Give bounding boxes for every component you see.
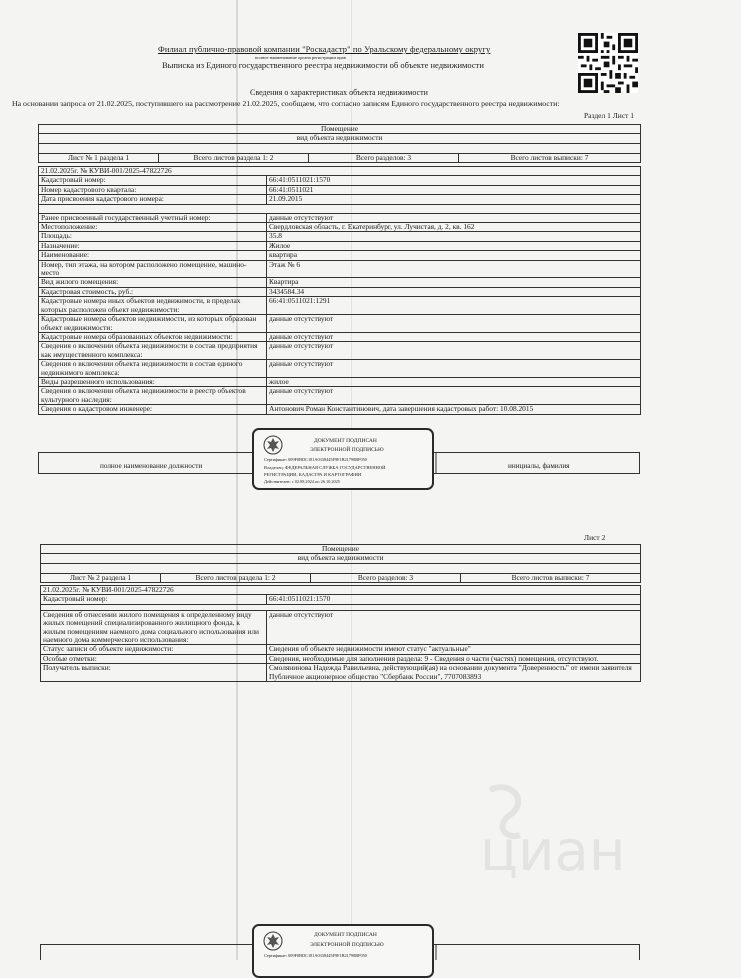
sheet2-list-info: Лист № 2 раздела 1 (41, 573, 161, 582)
row-value: данные отсутствуют (267, 315, 641, 333)
watermark-text: циан (480, 819, 626, 880)
row-label: Получатель выписки: (41, 664, 267, 682)
stamp2-cert: Сертификат: 009F0BDC181A0338445F9F1B21798BF050 (264, 953, 367, 958)
row-label: Сведения о включении объекта недвижимости в состав единого недвижимого комплекса: (39, 360, 267, 378)
qr-code-icon (578, 33, 638, 93)
table-row (39, 405, 641, 414)
stamp2-line-1: ДОКУМЕНТ ПОДПИСАН (314, 932, 377, 938)
row-label: Номер, тип этажа, на котором расположено помещение, машино-место (39, 260, 267, 278)
row-label: Сведения о включении объекта недвижимости в реестр объектов культурного наследия: (39, 387, 267, 405)
intro-text: На основании запроса от 21.02.2025, поступившего на рассмотрение 21.02.2025, сообщаем, что согласно записям Единого государственного реестра недвижимости: (12, 99, 560, 108)
table-row (39, 260, 641, 278)
position-label: полное наименование должности (100, 462, 203, 470)
row-label: Сведения о кадастровом инженере: (39, 405, 267, 414)
total-razdel: Всего листов раздела 1: 2 (159, 153, 309, 162)
org-name: Филиал публично-правовой компании "Роскадастр" по Уральскому федеральному округу (158, 44, 491, 54)
row-value: данные отсутствуют (267, 610, 641, 645)
row-label: Кадастровый номер: (39, 176, 267, 185)
list-info: Лист № 1 раздела 1 (39, 153, 159, 162)
stamp-valid: Действителен: с 02.08.2024 по 26.10.2025 (264, 479, 340, 484)
sheet2-cad-label: Кадастровый номер: (41, 595, 267, 604)
row-value: 21.09.2015 (267, 195, 641, 204)
row-label: Наименование: (39, 251, 267, 260)
row-value: данные отсутствуют (267, 213, 641, 222)
row-label: Ранее присвоенный государственный учетный номер: (39, 213, 267, 222)
initials-label: инициалы, фамилия (508, 462, 570, 470)
stamp-line-1: ДОКУМЕНТ ПОДПИСАН (314, 438, 377, 444)
row-label: Сведения о включении объекта недвижимости в состав предприятия как имущественного комплекса: (39, 342, 267, 360)
sheet2-cad-value: 66:41:0511021:1570 (267, 595, 641, 604)
row-value: Антонович Роман Константинович, дата завершения кадастровых работ: 10.08.2015 (267, 405, 641, 414)
row-label: Назначение: (39, 241, 267, 250)
table-row (41, 654, 641, 663)
stamp-issued-2: РЕГИСТРАЦИИ, КАДАСТРА И КАРТОГРАФИИ (264, 472, 362, 477)
row-value: данные отсутствуют (267, 360, 641, 378)
object-type: Помещение (39, 125, 641, 134)
document-title: Выписка из Единого государственного реестра недвижимости об объекте недвижимости (162, 60, 484, 70)
row-value: 35.8 (267, 232, 641, 241)
table-row (39, 251, 641, 260)
sheet2-data-table (40, 585, 641, 682)
sheet2-total-razdel: Всего листов раздела 1: 2 (161, 573, 311, 582)
table-row (39, 377, 641, 386)
row-value: жилое (267, 377, 641, 386)
row-value: Смолянинова Надежда Равильевна, действующий(ая) на основании документа "Доверенность" от имени заявителя Публичное акционерное общество "Сбербанк России", 7707083893 (267, 664, 641, 682)
total-sheets: Всего листов выписки: 7 (459, 153, 641, 162)
row-label: Кадастровые номера объектов недвижимости, из которых образован объект недвижимости: (39, 315, 267, 333)
table-row (39, 360, 641, 378)
table-row (39, 297, 641, 315)
stamp2-line-2: ЭЛЕКТРОННОЙ ПОДПИСЬЮ (310, 942, 384, 948)
row-label: Особые отметки: (41, 654, 267, 663)
row-value: Жилое (267, 241, 641, 250)
table-row (39, 332, 641, 341)
row-value: данные отсутствуют (267, 387, 641, 405)
stamp-issued-1: Владелец: ФЕДЕРАЛЬНАЯ СЛУЖБА ГОСУДАРСТВЕННОЙ (264, 465, 386, 470)
table-row (39, 232, 641, 241)
row-label: Местоположение: (39, 223, 267, 232)
table-row (39, 176, 641, 185)
row-value: 3434584.34 (267, 287, 641, 296)
eagle-emblem-icon-2 (262, 930, 284, 952)
cian-watermark-icon (470, 780, 660, 880)
table-row (39, 195, 641, 204)
row-value: Сведения об объекте недвижимости имеют статус "актуальные" (267, 645, 641, 654)
table-row (41, 645, 641, 654)
sheet2-object-type-caption: вид объекта недвижимости (41, 554, 641, 563)
sheet2-total-sheets: Всего листов выписки: 7 (461, 573, 641, 582)
row-label: Кадастровые номера иных объектов недвижимости, в пределах которых расположен объект недвижимости: (39, 297, 267, 315)
row-value: Квартира (267, 278, 641, 287)
sheet2-object-type: Помещение (41, 545, 641, 554)
row-label: Кадастровая стоимость, руб.: (39, 287, 267, 296)
row-value: Сведения, необходимые для заполнения раздела: 9 - Сведения о части (частях) помещения, отсутствуют. (267, 654, 641, 663)
table-row (39, 278, 641, 287)
table-row (41, 664, 641, 682)
stamp-line-2: ЭЛЕКТРОННОЙ ПОДПИСЬЮ (310, 447, 384, 453)
row-label: Статус записи об объекте недвижимости: (41, 645, 267, 654)
stamp-cert: Сертификат: 009F0BDC181A0338445F9F1B21798BF050 (264, 457, 367, 462)
table-row (39, 213, 641, 222)
table-row (39, 315, 641, 333)
row-value: данные отсутствуют (267, 332, 641, 341)
sheet2-total-sections: Всего разделов: 3 (311, 573, 461, 582)
row-label: Сведения об отнесении жилого помещения к определенному виду жилых помещений специализированного жилищного фонда, к жилым помещениям наемного дома социального использования или наемного дома коммерческого использования: (41, 610, 267, 645)
sheet2-doc-number: 21.02.2025г. № КУВИ-001/2025-47822726 (41, 586, 641, 595)
row-value: данные отсутствуют (267, 342, 641, 360)
row-value: Этаж № 6 (267, 260, 641, 278)
table-row (39, 387, 641, 405)
table-row (39, 241, 641, 250)
section-title: Сведения о характеристиках объекта недвижимости (250, 88, 428, 97)
eagle-emblem-icon (262, 434, 284, 456)
row-value: 66:41:0511021 (267, 185, 641, 194)
table-row (41, 610, 641, 645)
row-label: Вид жилого помещения: (39, 278, 267, 287)
row-label: Виды разрешенного использования: (39, 377, 267, 386)
row-label: Дата присвоения кадастрового номера: (39, 195, 267, 204)
row-value: 66:41:0511021:1291 (267, 297, 641, 315)
row-label: Площадь: (39, 232, 267, 241)
doc-number: 21.02.2025г. № КУВИ-001/2025-47822726 (39, 167, 641, 176)
table-row (39, 185, 641, 194)
sheet1-data-table (38, 166, 641, 415)
org-name-caption: полное наименование органа регистрации прав (255, 55, 346, 60)
row-value: квартира (267, 251, 641, 260)
row-label: Кадастровые номера образованных объектов недвижимости: (39, 332, 267, 341)
sheet2-header-table (40, 544, 641, 583)
row-label: Номер кадастрового квартала: (39, 185, 267, 194)
e-signature-stamp (252, 428, 434, 490)
sheet2-label: Лист 2 (584, 533, 606, 542)
row-value: Свердловская область, г. Екатеринбург, ул. Лучистая, д. 2, кв. 162 (267, 223, 641, 232)
table-row (39, 223, 641, 232)
sheet1-header-table (38, 124, 641, 163)
e-signature-stamp-2 (252, 924, 434, 978)
object-type-caption: вид объекта недвижимости (39, 134, 641, 143)
table-row (39, 287, 641, 296)
row-value: 66:41:0511021:1570 (267, 176, 641, 185)
total-sections: Всего разделов: 3 (309, 153, 459, 162)
razdel-label: Раздел 1 Лист 1 (584, 111, 635, 120)
table-row (39, 342, 641, 360)
